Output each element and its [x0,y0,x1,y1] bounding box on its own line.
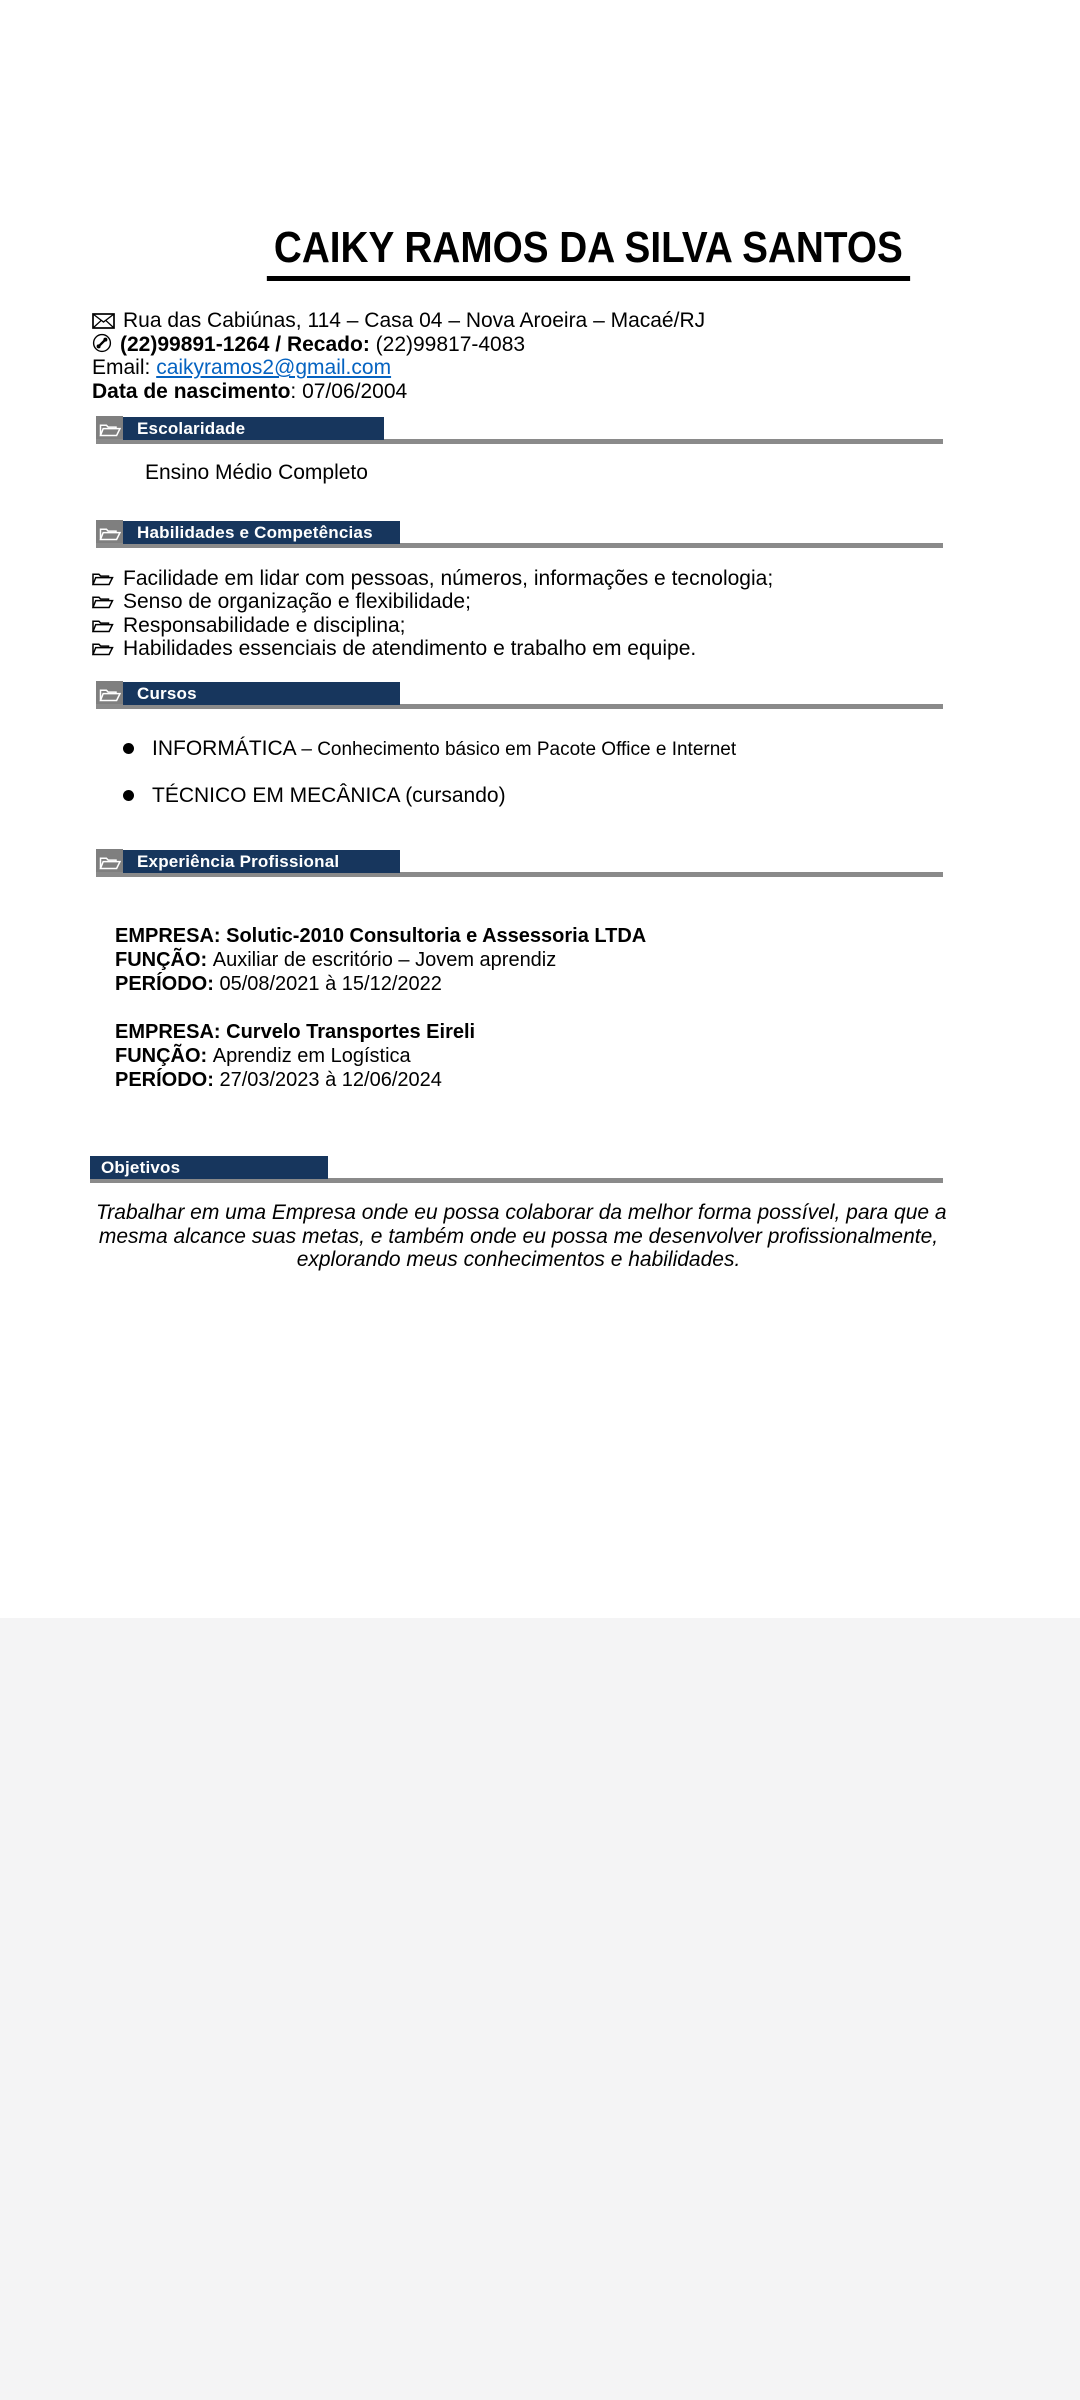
company-label: EMPRESA: [115,925,227,947]
folder-icon [91,618,114,634]
list-item [91,591,773,615]
job-company-line [115,1020,475,1044]
role-value: Auxiliar de escritório – Jovem aprendiz [212,949,557,971]
period-value: 27/03/2023 à 12/06/2024 [219,1069,442,1091]
job-entry [115,1020,475,1092]
objectives-line: Trabalhar em uma Empresa onde eu possa colaborar da melhor forma possível, para que a [96,1201,947,1224]
contact-address-line [92,309,705,333]
list-item [152,737,736,761]
role-label: FUNÇÃO: [115,1045,213,1067]
job-company-line [115,924,646,948]
period-label: PERÍODO: [115,973,220,995]
section-header-experiencia [0,850,1080,878]
job-entry [115,924,646,996]
company-value: Solutic-2010 Consultoria e Assessoria LTDA [226,925,647,947]
section-header-escolaridade [0,417,1080,445]
contact-address: Rua das Cabiúnas, 114 – Casa 04 – Nova Aroeira – Macaé/RJ [123,309,706,332]
section-title-cursos: Cursos [123,682,400,705]
section-title-habilidades: Habilidades e Competências [123,521,400,544]
folder-icon [91,571,114,587]
period-label: PERÍODO: [115,1069,220,1091]
page-title-wrap [96,223,1080,281]
envelope-icon [92,311,115,335]
page-title: CAIKY RAMOS DA SILVA SANTOS [267,223,910,281]
skills-list [91,567,773,661]
job-role-line [115,1044,475,1068]
viewer-background [0,1618,1080,2400]
section-title-experiencia: Experiência Profissional [123,850,400,873]
objectives-line: mesma alcance suas metas, e também onde eu possa me desenvolver profissionalmente, [98,1224,939,1248]
contact-block [92,309,705,403]
role-label: FUNÇÃO: [115,949,213,971]
skill-text: Senso de organização e flexibilidade; [123,590,471,614]
role-value: Aprendiz em Logística [212,1045,411,1067]
telephone-icon [92,333,112,359]
escolaridade-content: Ensino Médio Completo [145,461,368,484]
skill-text: Habilidades essenciais de atendimento e trabalho em equipe. [123,637,697,661]
job-period-line [115,972,646,996]
email-link[interactable]: caikyramos2@gmail.com [156,356,392,379]
contact-phone-line [92,333,705,357]
skill-text: Responsabilidade e disciplina; [123,613,406,637]
list-item [91,614,773,638]
company-value: Curvelo Transportes Eireli [226,1021,476,1043]
circle-bullet-icon [123,743,134,754]
contact-email-label: Email: [92,356,157,379]
list-item [91,567,773,591]
list-item [152,784,506,808]
course-name: TÉCNICO EM MECÂNICA (cursando) [152,784,506,807]
objectives-line: explorando meus conhecimentos e habilidades. [296,1248,741,1272]
birth-value: : 07/06/2004 [290,379,408,403]
course-name: INFORMÁTICA [152,737,302,760]
section-header-objetivos [0,1156,1080,1184]
birth-label: Data de nascimento [92,379,291,403]
section-header-habilidades [0,521,1080,549]
folder-icon [91,641,114,657]
section-title-escolaridade: Escolaridade [123,417,384,440]
circle-bullet-icon [123,790,134,801]
contact-birth-line [92,380,705,404]
list-item [91,638,773,662]
contact-phone-main: (22)99891-1264 / Recado: [120,332,370,356]
period-value: 05/08/2021 à 15/12/2022 [219,973,442,995]
contact-email-line [92,356,705,380]
company-label: EMPRESA: [115,1021,227,1043]
job-period-line [115,1068,475,1092]
job-role-line [115,948,646,972]
section-title-objetivos: Objetivos [90,1156,328,1179]
course-detail: – Conhecimento básico em Pacote Office e Internet [301,739,737,760]
folder-icon [91,594,114,610]
objectives-paragraph [96,1201,947,1272]
section-header-cursos [0,682,1080,710]
contact-phone-secondary: (22)99817-4083 [369,332,526,356]
skill-text: Facilidade em lidar com pessoas, números, informações e tecnologia; [123,566,774,590]
